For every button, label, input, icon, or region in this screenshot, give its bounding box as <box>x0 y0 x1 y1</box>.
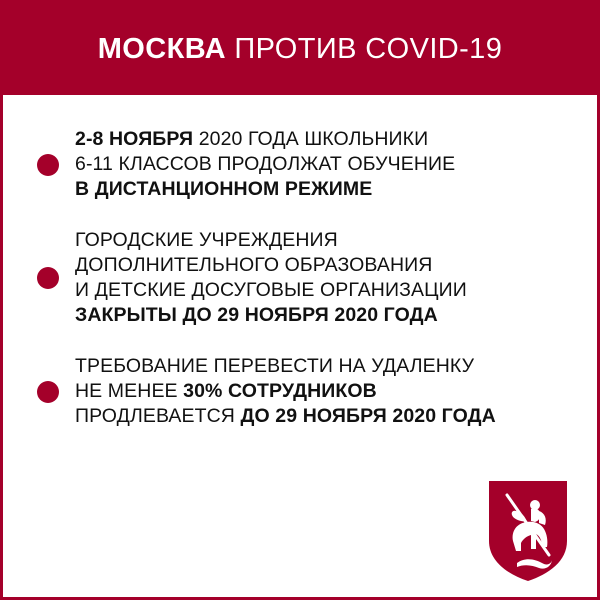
text-line <box>75 278 573 303</box>
text-line <box>75 404 573 429</box>
page-title <box>98 33 502 66</box>
list-item-text <box>75 228 573 328</box>
header-banner <box>3 3 597 95</box>
text-line <box>75 177 573 202</box>
text-run: 6-11 КЛАССОВ ПРОДОЛЖАТ ОБУЧЕНИЕ <box>75 153 456 175</box>
text-line <box>75 228 573 253</box>
text-run: ТРЕБОВАНИЕ ПЕРЕВЕСТИ НА УДАЛЕНКУ <box>75 355 475 377</box>
text-run: ПРОДЛЕВАЕТСЯ <box>75 405 241 427</box>
text-line <box>75 354 573 379</box>
text-line <box>75 253 573 278</box>
text-run: ЗАКРЫТЫ ДО 29 НОЯБРЯ 2020 ГОДА <box>75 304 438 326</box>
text-line <box>75 303 573 328</box>
text-run: В ДИСТАНЦИОННОМ РЕЖИМЕ <box>75 178 373 200</box>
list-item-text <box>75 127 573 202</box>
text-line <box>75 379 573 404</box>
list-item-text <box>75 354 573 429</box>
moscow-coat-of-arms-icon <box>487 479 569 583</box>
bullet-dot-icon <box>37 154 59 176</box>
list-item-extra-education <box>3 228 597 328</box>
page-title-bold: МОСКВА <box>97 32 226 65</box>
page-title-light: ПРОТИВ COVID-19 <box>225 32 503 65</box>
text-run: НЕ МЕНЕЕ <box>75 380 184 402</box>
text-run: И ДЕТСКИЕ ДОСУГОВЫЕ ОРГАНИЗАЦИИ <box>75 279 467 301</box>
text-line <box>75 127 573 152</box>
list-item-remote-work <box>3 354 597 429</box>
text-run: ГОРОДСКИЕ УЧРЕЖДЕНИЯ <box>75 229 338 251</box>
text-run: 2-8 НОЯБРЯ <box>75 128 194 150</box>
text-run: ДО 29 НОЯБРЯ 2020 ГОДА <box>240 405 496 427</box>
list-item-schools <box>3 127 597 202</box>
text-run: 2020 ГОДА ШКОЛЬНИКИ <box>193 128 429 150</box>
bullet-dot-icon <box>37 381 59 403</box>
text-run: 30% СОТРУДНИКОВ <box>183 380 377 402</box>
bullet-list <box>3 95 597 455</box>
text-run: ДОПОЛНИТЕЛЬНОГО ОБРАЗОВАНИЯ <box>75 254 433 276</box>
bullet-dot-icon <box>37 267 59 289</box>
text-line <box>75 152 573 177</box>
